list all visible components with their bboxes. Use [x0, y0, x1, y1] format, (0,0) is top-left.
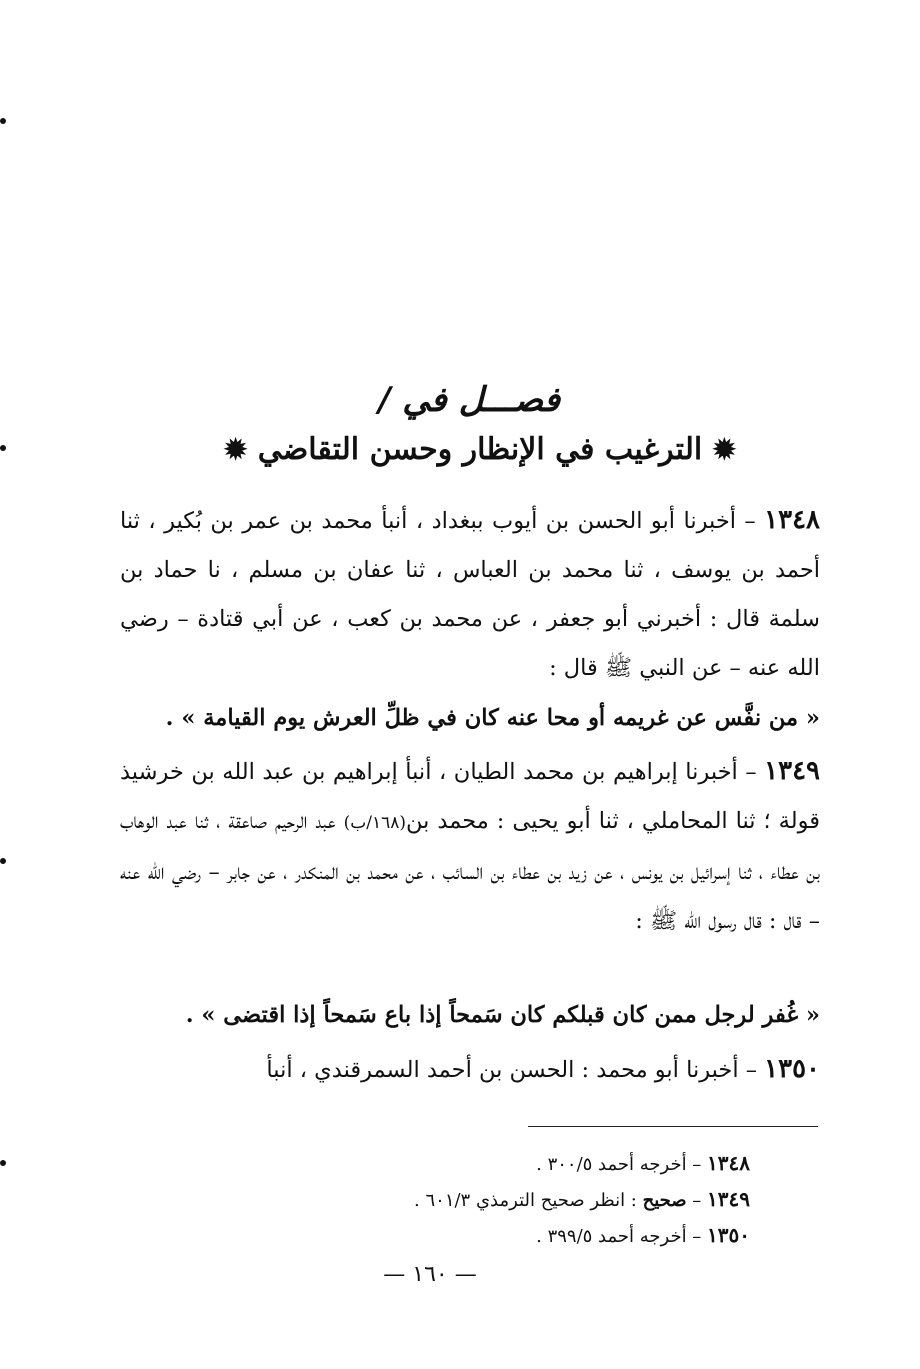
footnote-separator [528, 1126, 818, 1127]
footnotes [190, 1146, 750, 1254]
hadith-isnad: أخبرنا إبراهيم بن محمد الطيان ، أنبأ إبراهيم بن عبد الله بن خرشيذ قولة ؛ ثنا المحاملي ، ثنا أبو يحيى : محمد بن [120, 759, 820, 834]
footnote-item [190, 1182, 750, 1218]
section-title-text: الترغيب في الإنظار وحسن التقاضي [257, 432, 703, 467]
page-number: — ١٦٠ — [383, 1262, 477, 1287]
scan-mark [0, 1160, 6, 1166]
footnote-number: ١٣٤٨ [707, 1151, 750, 1175]
section-title [200, 432, 760, 467]
footnote-text: أخرجه أحمد ٣٩٩/٥ . [536, 1226, 687, 1247]
manuscript-folio-note: (١٦٨/ب) [343, 813, 407, 833]
scan-mark [0, 858, 6, 864]
section-heading: فصـــل في / [377, 380, 560, 420]
scan-mark [0, 118, 6, 124]
footnote-dash: – [686, 1154, 708, 1175]
hadith-dash: – [737, 759, 765, 785]
footnote-item [190, 1218, 750, 1254]
footnote-grade: صحيح [642, 1190, 687, 1211]
hadith-1349-matn: « غُفر لرجل ممن كان قبلكم كان سَمحاً إذا باع سَمحاً إذا اقتضى » . [185, 1002, 820, 1028]
hadith-number: ١٣٥٠ [764, 1054, 820, 1084]
footnote-text: : انظر صحيح الترمذي ٦٠١/٣ . [414, 1190, 643, 1211]
hadith-1348 [120, 496, 820, 693]
footnote-text: أخرجه أحمد ٣٠٠/٥ . [536, 1154, 687, 1175]
hadith-1349 [120, 747, 820, 946]
footnote-number: ١٣٤٩ [707, 1187, 750, 1211]
hadith-isnad: أخبرنا أبو الحسن بن أيوب ببغداد ، أنبأ محمد بن عمر بن بُكير ، ثنا أحمد بن يوسف ، ثنا محمد بن العباس ، ثنا عفان بن مسلم ، نا حماد بن سلمة قال : أخبرني أبو جعفر ، عن محمد بن كعب ، عن أبي قتادة – رضي الله عنه – عن النبي ﷺ قال : [120, 508, 820, 681]
scan-mark [0, 445, 6, 451]
hadith-number: ١٣٤٨ [764, 505, 820, 535]
star-ornament-icon: ✹ [712, 433, 737, 466]
hadith-dash: – [738, 1057, 765, 1083]
star-ornament-icon: ✹ [223, 433, 248, 466]
footnote-number: ١٣٥٠ [707, 1223, 750, 1247]
hadith-isnad: أخبرنا أبو محمد : الحسن بن أحمد السمرقندي ، أنبأ [266, 1057, 739, 1083]
hadith-number: ١٣٤٩ [764, 756, 820, 786]
footnote-dash: – [686, 1190, 708, 1211]
hadith-1350 [120, 1045, 820, 1095]
hadith-1348-matn: « من نفَّس عن غريمه أو محا عنه كان في ظلِّ العرش يوم القيامة » . [165, 705, 820, 731]
hadith-isnad-continued: عبد الرحيم صاعقة ، ثنا عبد الوهاب بن عطاء ، ثنا إسرائيل بن يونس ، عن زيد بن عطاء بن السائب ، عن محمد بن المنكدر ، عن جابر – رضي الله عنه – قال : قال رسول الله ﷺ : [120, 808, 820, 934]
footnote-item [190, 1146, 750, 1182]
footnote-dash: – [686, 1226, 708, 1247]
hadith-dash: – [735, 508, 765, 534]
